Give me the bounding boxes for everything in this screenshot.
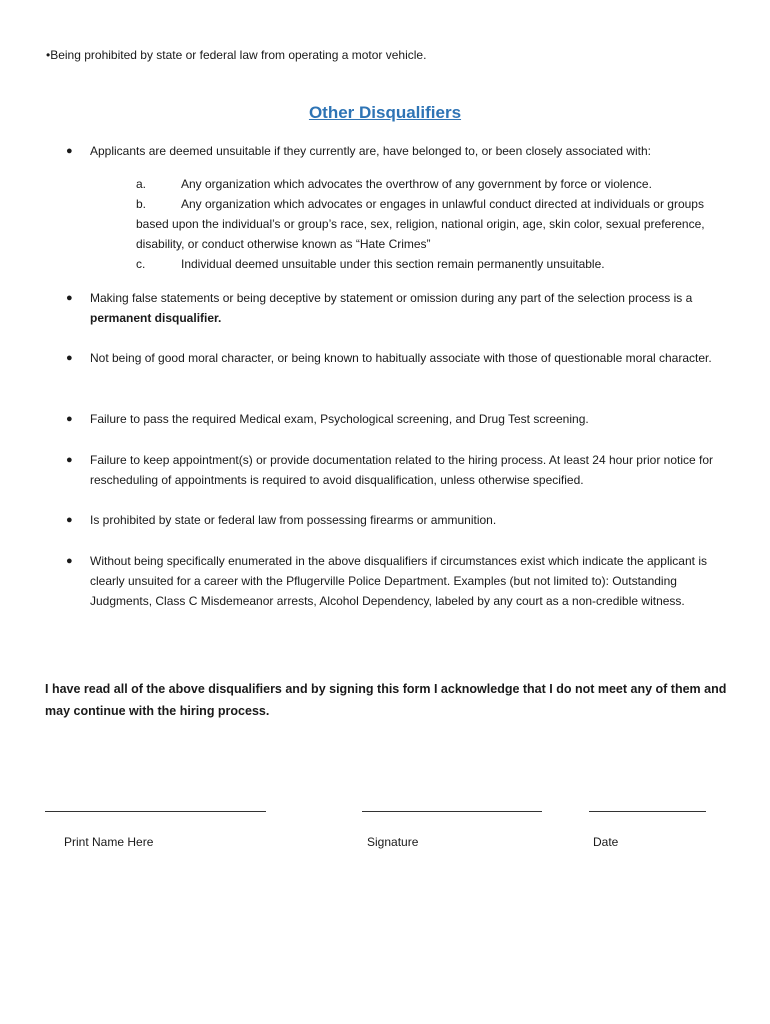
item-text: Failure to keep appointment(s) or provide documentation related to the hiring process. At least 24 hour prior notice for rescheduling of appointments is required to avoid disqualification, unless otherwise specified. bbox=[90, 453, 714, 487]
bullet-icon: ● bbox=[66, 413, 73, 425]
sub-item-text: Any organization which advocates the overthrow of any government by force or violence. bbox=[181, 177, 652, 191]
item-text: Applicants are deemed unsuitable if they currently are, have belonged to, or been closely associated with: bbox=[90, 144, 651, 158]
sub-item bbox=[136, 254, 726, 274]
item-text: Is prohibited by state or federal law from possessing firearms or ammunition. bbox=[90, 513, 497, 527]
item-text-regular: Making false statements or being deceptive by statement or omission during any part of the selection process is a bbox=[90, 291, 693, 305]
print-name-line[interactable] bbox=[45, 797, 266, 812]
item-text: Without being specifically enumerated in the above disqualifiers if circumstances exist which indicate the applicant is clearly unsuited for a career with the Pflugerville Police Department. Examples (but not limited to): Outstanding Judgments, Class C Misdemeanor arrests, Alcohol Dependency, labeled by any court as a non-credible witness. bbox=[90, 554, 707, 608]
print-name-label: Print Name Here bbox=[64, 835, 154, 849]
sub-item-marker: a. bbox=[136, 177, 147, 191]
date-line[interactable] bbox=[589, 797, 706, 812]
signature-line[interactable] bbox=[362, 797, 542, 812]
sub-item-text: Any organization which advocates or engages in unlawful conduct directed at individuals or groups based upon the individual’s or group’s race, sex, religion, national origin, age, skin color, sexual preference, disability, or conduct otherwise known as “Hate Crimes” bbox=[136, 197, 705, 251]
date-label: Date bbox=[593, 835, 619, 849]
bullet-icon: ● bbox=[66, 454, 73, 466]
item-text bbox=[90, 288, 730, 328]
bullet-icon: ● bbox=[66, 292, 73, 304]
sub-item bbox=[136, 174, 726, 194]
signature-label: Signature bbox=[367, 835, 419, 849]
item-text: Failure to pass the required Medical exam, Psychological screening, and Drug Test screening. bbox=[90, 412, 589, 426]
intro-line: •Being prohibited by state or federal law from operating a motor vehicle. bbox=[46, 48, 427, 62]
sub-item-text: Individual deemed unsuitable under this section remain permanently unsuitable. bbox=[181, 257, 605, 271]
section-heading: Other Disqualifiers bbox=[308, 103, 462, 122]
sub-item bbox=[136, 194, 726, 254]
acknowledgement-statement: I have read all of the above disqualifiers and by signing this form I acknowledge that I do not meet any of them and may continue with the hiring process. bbox=[45, 682, 727, 718]
sub-item-marker: c. bbox=[136, 257, 146, 271]
item-text: Not being of good moral character, or being known to habitually associate with those of questionable moral character. bbox=[90, 351, 712, 365]
bullet-icon: ● bbox=[66, 352, 73, 364]
sub-item-marker: b. bbox=[136, 197, 147, 211]
bullet-icon: ● bbox=[66, 145, 73, 157]
bullet-icon: ● bbox=[66, 555, 73, 567]
item-text-bold: permanent disqualifier. bbox=[90, 311, 222, 325]
bullet-icon: ● bbox=[66, 514, 73, 526]
